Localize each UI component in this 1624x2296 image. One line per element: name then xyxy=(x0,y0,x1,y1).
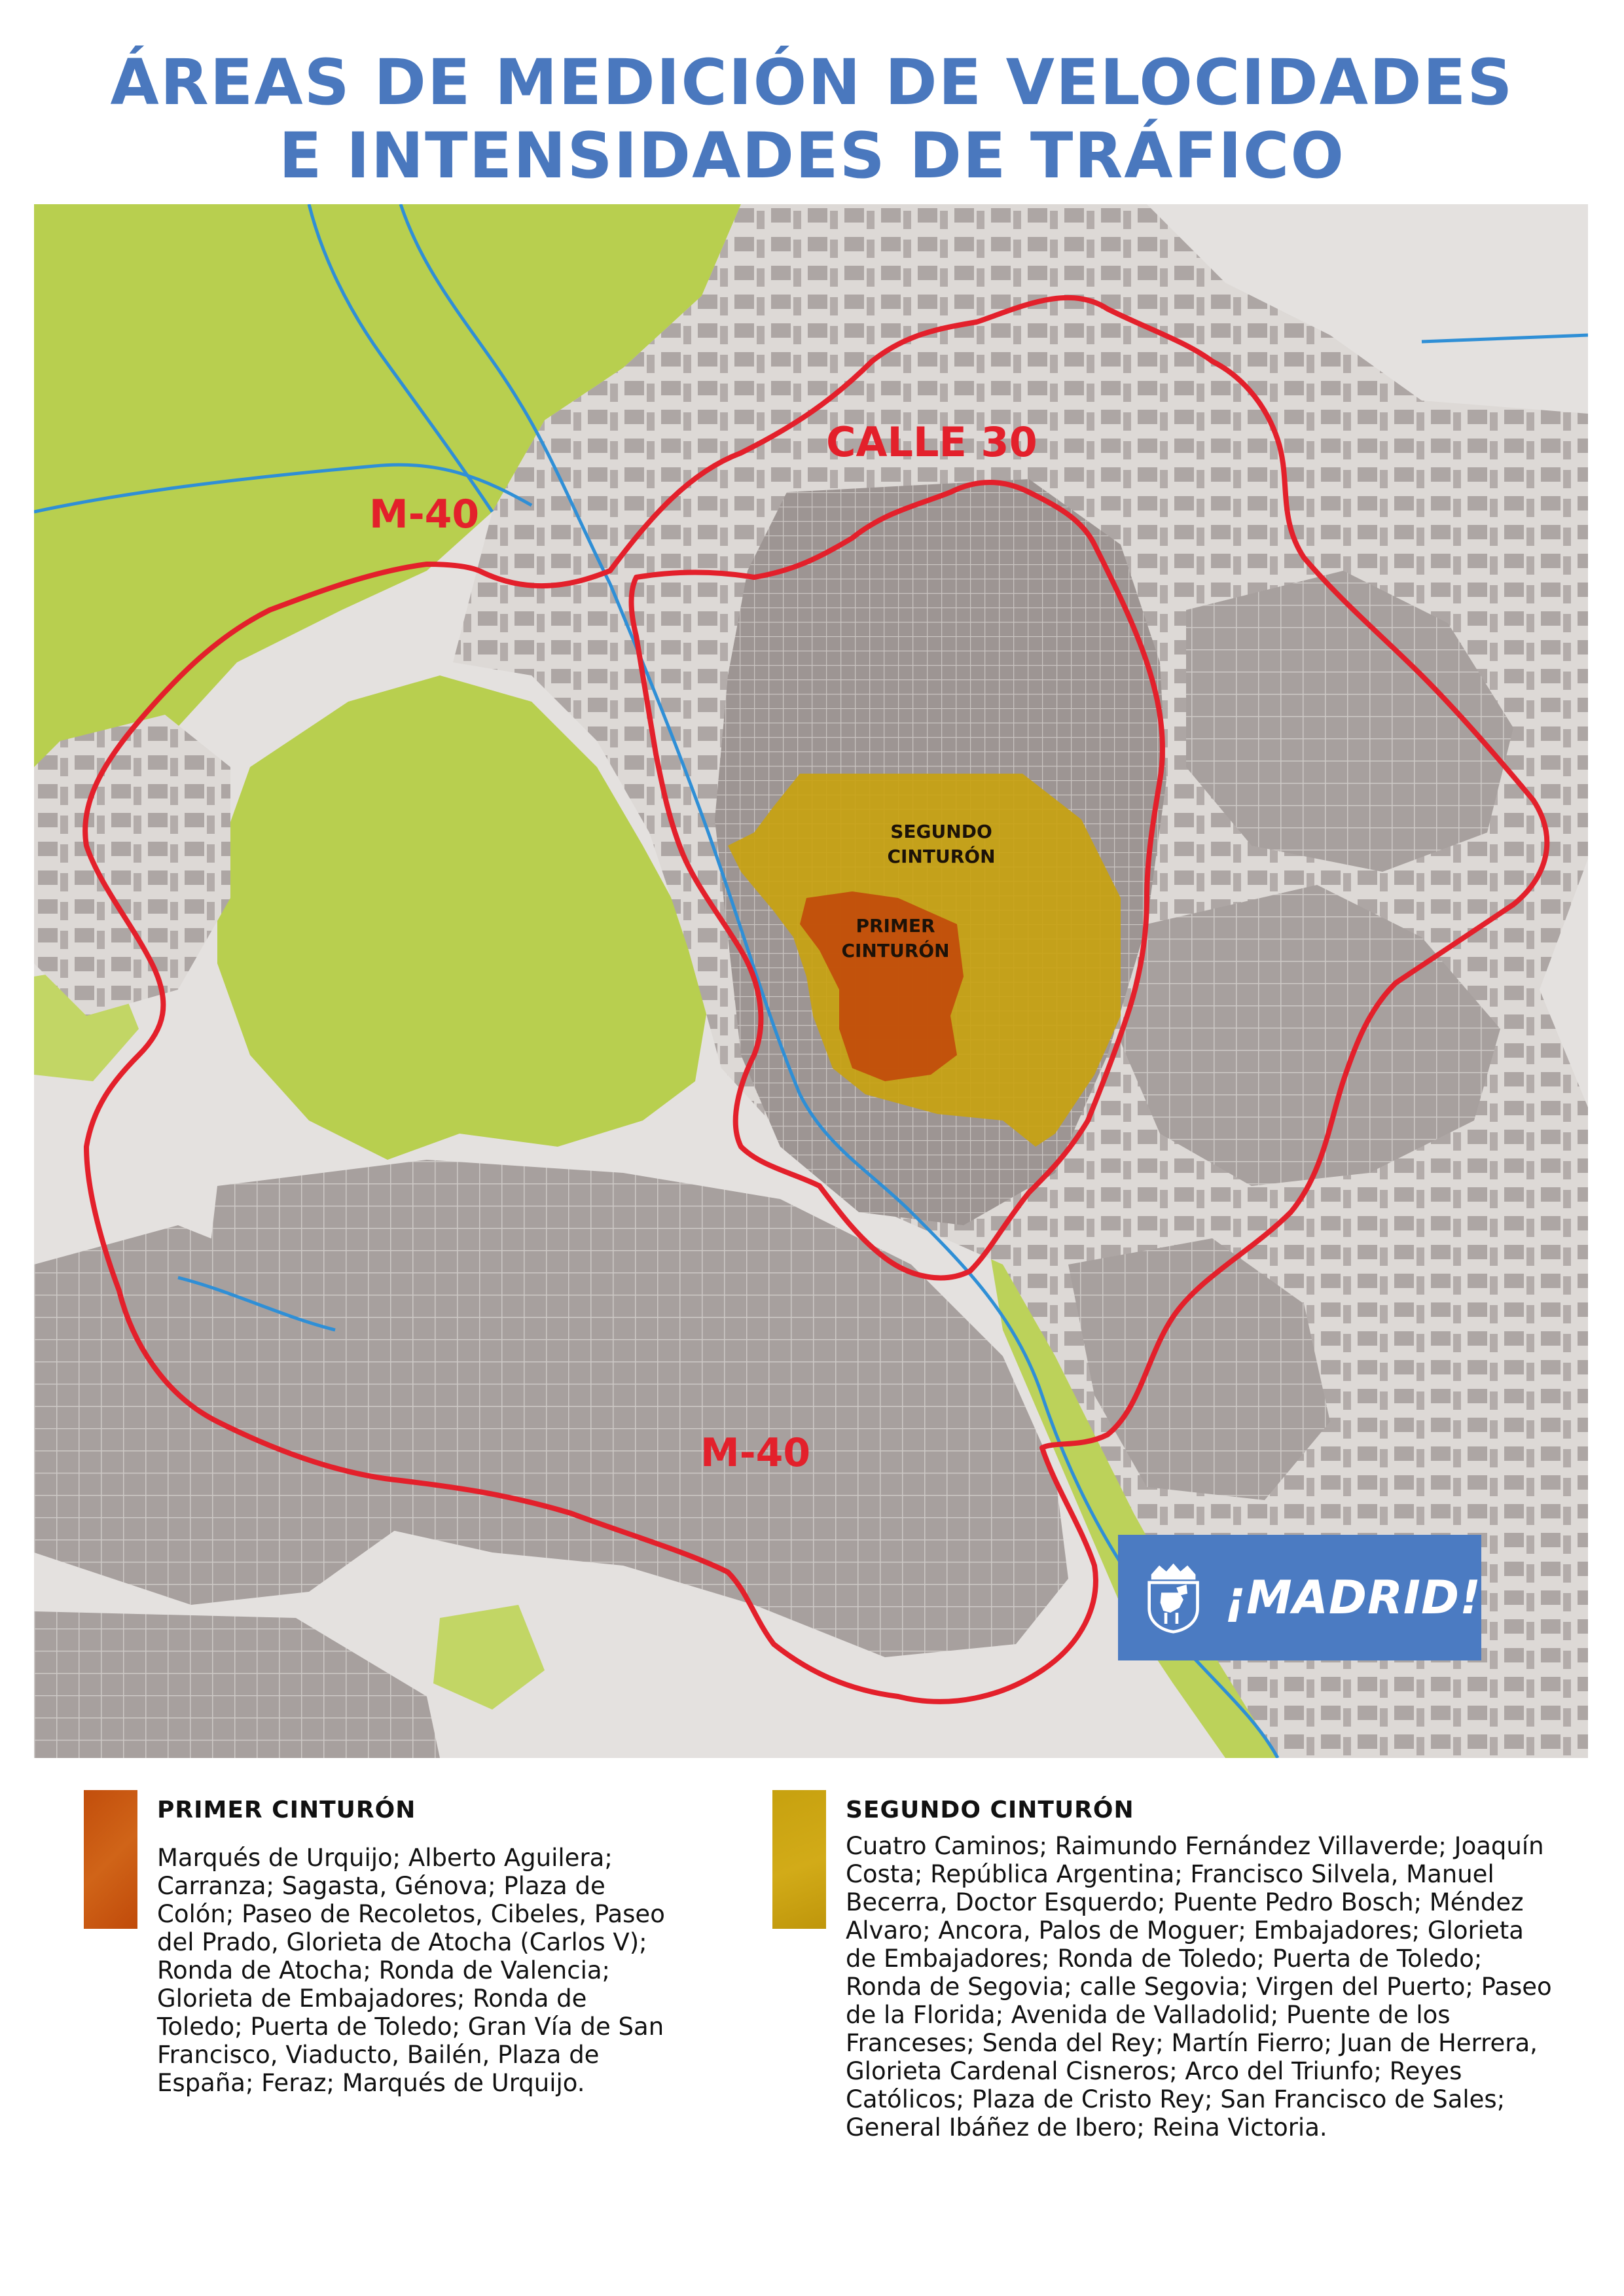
legend-segundo-heading: SEGUNDO CINTURÓN xyxy=(846,1797,1134,1823)
m40-label-north: M-40 xyxy=(369,492,480,537)
m40-label-south: M-40 xyxy=(700,1430,811,1476)
title-line-1: ÁREAS DE MEDICIÓN DE VELOCIDADES xyxy=(110,46,1514,119)
madrid-logo[interactable] xyxy=(1118,1535,1481,1660)
primer-cinturon-label-line-2: CINTURÓN xyxy=(841,940,950,961)
madrid-logo-text: ¡MADRID! xyxy=(1225,1571,1481,1624)
map-canvas[interactable] xyxy=(34,204,1588,1758)
title-line-2: E INTENSIDADES DE TRÁFICO xyxy=(279,119,1345,192)
page-title xyxy=(0,46,1624,192)
legend-segundo-streets: Cuatro Caminos; Raimundo Fernández Villaverde; Joaquín Costa; República Argentina; Francisco Silvela, Manuel Becerra, Doctor Esquerdo; Puente Pedro Bosch; Méndez Alvaro; Ancora, Palos de Moguer; Embajadores; Glorieta de Embajadores; Ronda de Toledo; Puerta de Toledo; Ronda de Segovia; calle Segovia; Virgen del Puerto; Paseo de la Florida; Avenida de Valladolid; Puente de los Franceses; Senda del Rey; Martín Fierro; Juan de Herrera, Glorieta Cardenal Cisneros; Arco del Triunfo; Reyes Católicos; Plaza de Cristo Rey; San Francisco de Sales; General Ibáñez de Ibero; Reina Victoria. xyxy=(846,1832,1552,2142)
legend-primer-streets: Marqués de Urquijo; Alberto Aguilera; Carranza; Sagasta, Génova; Plaza de Colón; Paseo de Recoletos, Cibeles, Paseo del Prado, Glorieta de Atocha (Carlos V); Ronda de Atocha; Ronda de Valencia; Glorieta de Embajadores; Ronda de Toledo; Puerta de Toledo; Gran Vía de San Francisco, Viaducto, Bailén, Plaza de España; Feraz; Marqués de Urquijo. xyxy=(157,1844,665,2097)
calle30-label: CALLE 30 xyxy=(826,418,1038,466)
segundo-cinturon-label-line-2: CINTURÓN xyxy=(887,846,996,867)
legend-primer-heading: PRIMER CINTURÓN xyxy=(157,1797,416,1823)
madrid-coat-of-arms-icon xyxy=(1144,1552,1202,1643)
primer-cinturon-swatch xyxy=(84,1790,137,1929)
primer-cinturon-label-line-1: PRIMER xyxy=(856,915,935,937)
segundo-cinturon-label-line-1: SEGUNDO xyxy=(890,821,992,842)
segundo-cinturon-swatch xyxy=(772,1790,826,1929)
madrid-map[interactable] xyxy=(34,204,1588,1758)
